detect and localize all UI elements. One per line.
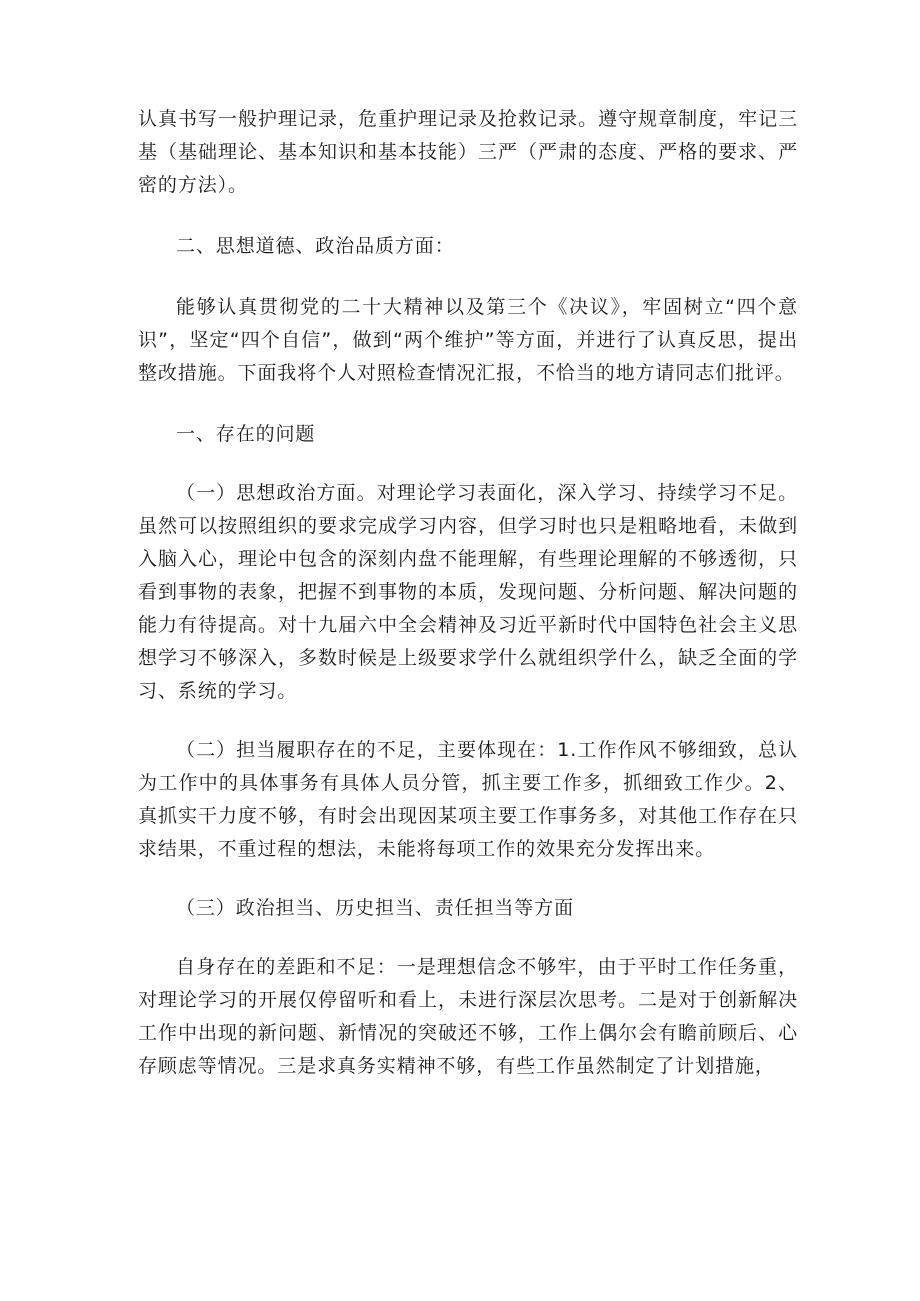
paragraph-gaps-and-deficiencies: 自身存在的差距和不足：一是理想信念不够牢，由于平时工作任务重，对理论学习的开展仅停留听和看上，未进行深层次思考。二是对于创新解决工作中出现的新问题、新情况的突破还不够，工作上偶尔会有瞻前顾后、心存顾虑等情况。三是求真务实精神不够，有些工作虽然制定了计划措施， xyxy=(138,956,798,1077)
paragraph-party-spirit: 能够认真贯彻党的二十大精神以及第三个《决议》，牢固树立“四个意识”，坚定“四个自信”，做到“两个维护”等方面，并进行了认真反思，提出整改措施。下面我将个人对照检查情况汇报，不恰当的地方请同志们批评。 xyxy=(138,296,798,384)
paragraph-duty-shortcomings: （二）担当履职存在的不足，主要体现在：1.工作作风不够细致，总认为工作中的具体事务有具体人员分管，抓主要工作多，抓细致工作少。2、真抓实干力度不够，有时会出现因某项主要工作事务多，对其他工作存在只求结果，不重过程的想法，未能将每项工作的效果充分发挥出来。 xyxy=(138,739,798,860)
heading-existing-problems: 一、存在的问题 xyxy=(176,423,316,445)
paragraph-political-thinking: （一）思想政治方面。对理论学习表面化，深入学习、持续学习不足。虽然可以按照组织的要求完成学习内容，但学习时也只是粗略地看，未做到入脑入心，理论中包含的深刻内盘不能理解，有些理论理解的不够透彻，只看到事物的表象，把握不到事物的本质，发现问题、分析问题、解决问题的能力有待提高。对十九届六中全会精神及习近平新时代中国特色社会主义思想学习不够深入，多数时候是上级要求学什么就组织学什么，缺乏全面的学习、系统的学习。 xyxy=(138,482,798,702)
heading-ideology-morality: 二、思想道德、政治品质方面： xyxy=(176,235,455,257)
heading-political-responsibility: （三）政治担当、历史担当、责任担当等方面 xyxy=(176,897,575,919)
paragraph-nursing-records: 认真书写一般护理记录，危重护理记录及抢救记录。遵守规章制度，牢记三基（基础理论、基本知识和基本技能）三严（严肃的态度、严格的要求、严密的方法）。 xyxy=(138,108,798,196)
document-body xyxy=(138,103,798,1083)
